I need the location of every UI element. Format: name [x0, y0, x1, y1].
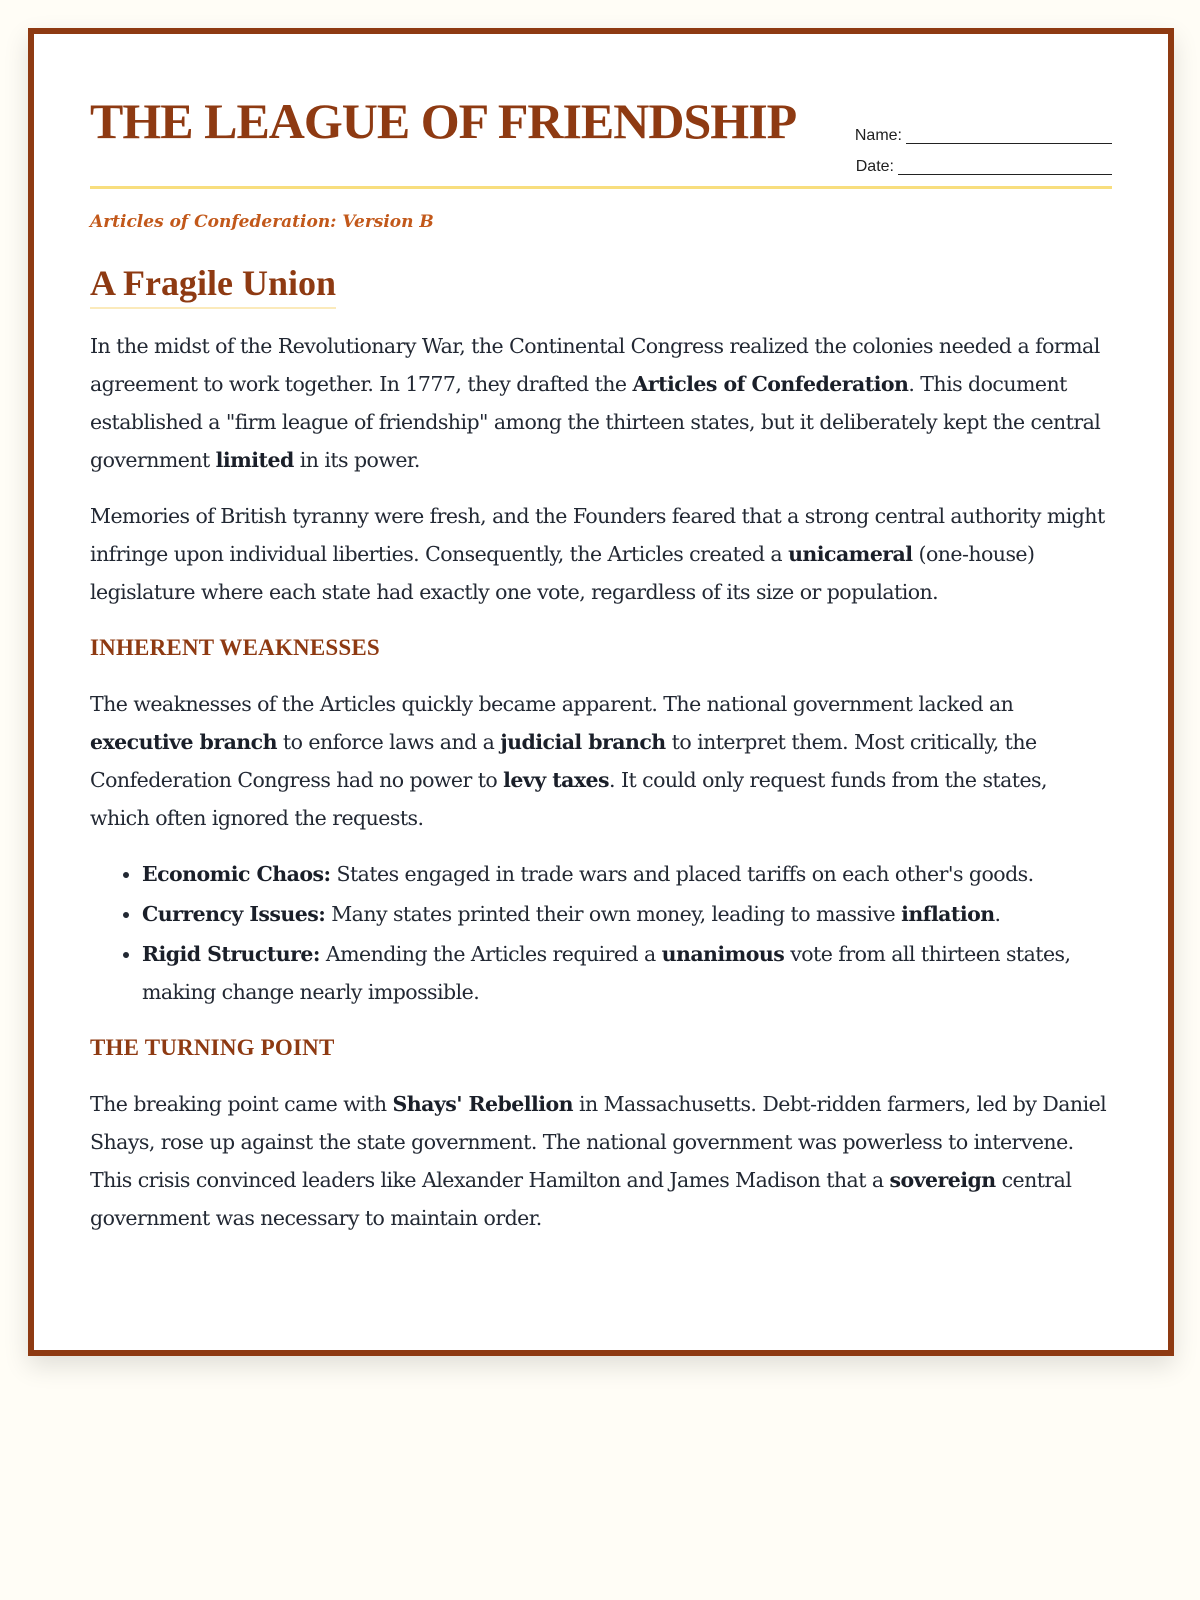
date-field[interactable]	[898, 159, 1112, 175]
section-title: A Fragile Union	[90, 261, 336, 309]
paragraph-4	[90, 1085, 1112, 1237]
list-item-text: Many states printed their own money, leading to massive	[325, 902, 902, 926]
key-term: unanimous	[661, 942, 785, 966]
key-term: levy taxes	[503, 768, 610, 792]
paragraph-text: The breaking point came with	[90, 1092, 393, 1116]
paragraph-1	[90, 327, 1112, 479]
key-term: sovereign	[889, 1168, 996, 1192]
paragraph-text: central government was necessary to maintain order.	[90, 1168, 1072, 1230]
date-field-row	[855, 151, 1112, 182]
list-item-label: Economic Chaos:	[142, 862, 331, 886]
list-item-label: Rigid Structure:	[142, 942, 320, 966]
paragraph-text: The weaknesses of the Articles quickly became apparent. The national government lacked an	[90, 692, 1014, 716]
subhead-weaknesses: INHERENT WEAKNESSES	[90, 635, 380, 660]
list-item	[142, 935, 1112, 1011]
version-subtitle: Articles of Confederation: Version B	[90, 212, 434, 232]
paragraph-2	[90, 497, 1112, 611]
paragraph-text: . This document established a "firm league of friendship" among the thirteen states, but it deliberately kept the central government	[90, 372, 1101, 472]
paragraph-text: (one-house) legislature where each state had exactly one vote, regardless of its size or population.	[90, 542, 1035, 604]
worksheet-page	[28, 28, 1174, 1356]
list-item-text: vote from all thirteen states, making change nearly impossible.	[142, 942, 1071, 1004]
paragraph-3	[90, 685, 1112, 837]
key-term: executive branch	[90, 730, 277, 754]
key-term: Articles of Confederation	[632, 372, 909, 396]
paragraph-text: to interpret them. Most critically, the Confederation Congress had no power to	[90, 730, 1037, 792]
paragraph-text: to enforce laws and a	[276, 730, 501, 754]
weaknesses-list	[90, 855, 1112, 1011]
subhead-turning-point: THE TURNING POINT	[90, 1035, 335, 1060]
key-term: unicameral	[788, 542, 913, 566]
list-item	[142, 895, 1112, 933]
name-label: Name:	[854, 127, 902, 144]
list-item-text: States engaged in trade wars and placed tariffs on each other's goods.	[330, 862, 1034, 886]
student-info-fields	[855, 120, 1112, 182]
paragraph-text: in its power.	[293, 448, 420, 472]
list-item-text: Amending the Articles required a	[319, 942, 662, 966]
name-field[interactable]	[906, 128, 1112, 144]
page-title: THE LEAGUE OF FRIENDSHIP	[90, 93, 797, 149]
key-term: limited	[215, 448, 294, 472]
name-field-row	[855, 120, 1112, 151]
key-term: judicial branch	[500, 730, 666, 754]
worksheet-header	[90, 90, 1112, 189]
list-item-text: .	[994, 902, 1001, 926]
paragraph-text: in Massachusetts. Debt-ridden farmers, led by Daniel Shays, rose up against the state government. The national government was powerless to intervene. This crisis convinced leaders like Alexander Hamilton and James Madison that a	[90, 1092, 1107, 1192]
date-label: Date:	[855, 158, 894, 175]
key-term: inflation	[901, 902, 995, 926]
paragraph-text: In the midst of the Revolutionary War, the Continental Congress realized the colonies needed a formal agreement to work together. In 1777, they drafted the	[90, 334, 1100, 396]
key-term: Shays' Rebellion	[392, 1092, 573, 1116]
list-item	[142, 855, 1112, 893]
paragraph-text: Memories of British tyranny were fresh, and the Founders feared that a strong central authority might infringe upon individual liberties. Consequently, the Articles created a	[90, 504, 1105, 566]
paragraph-text: . It could only request funds from the states, which often ignored the requests.	[90, 768, 1047, 830]
list-item-label: Currency Issues:	[142, 902, 326, 926]
